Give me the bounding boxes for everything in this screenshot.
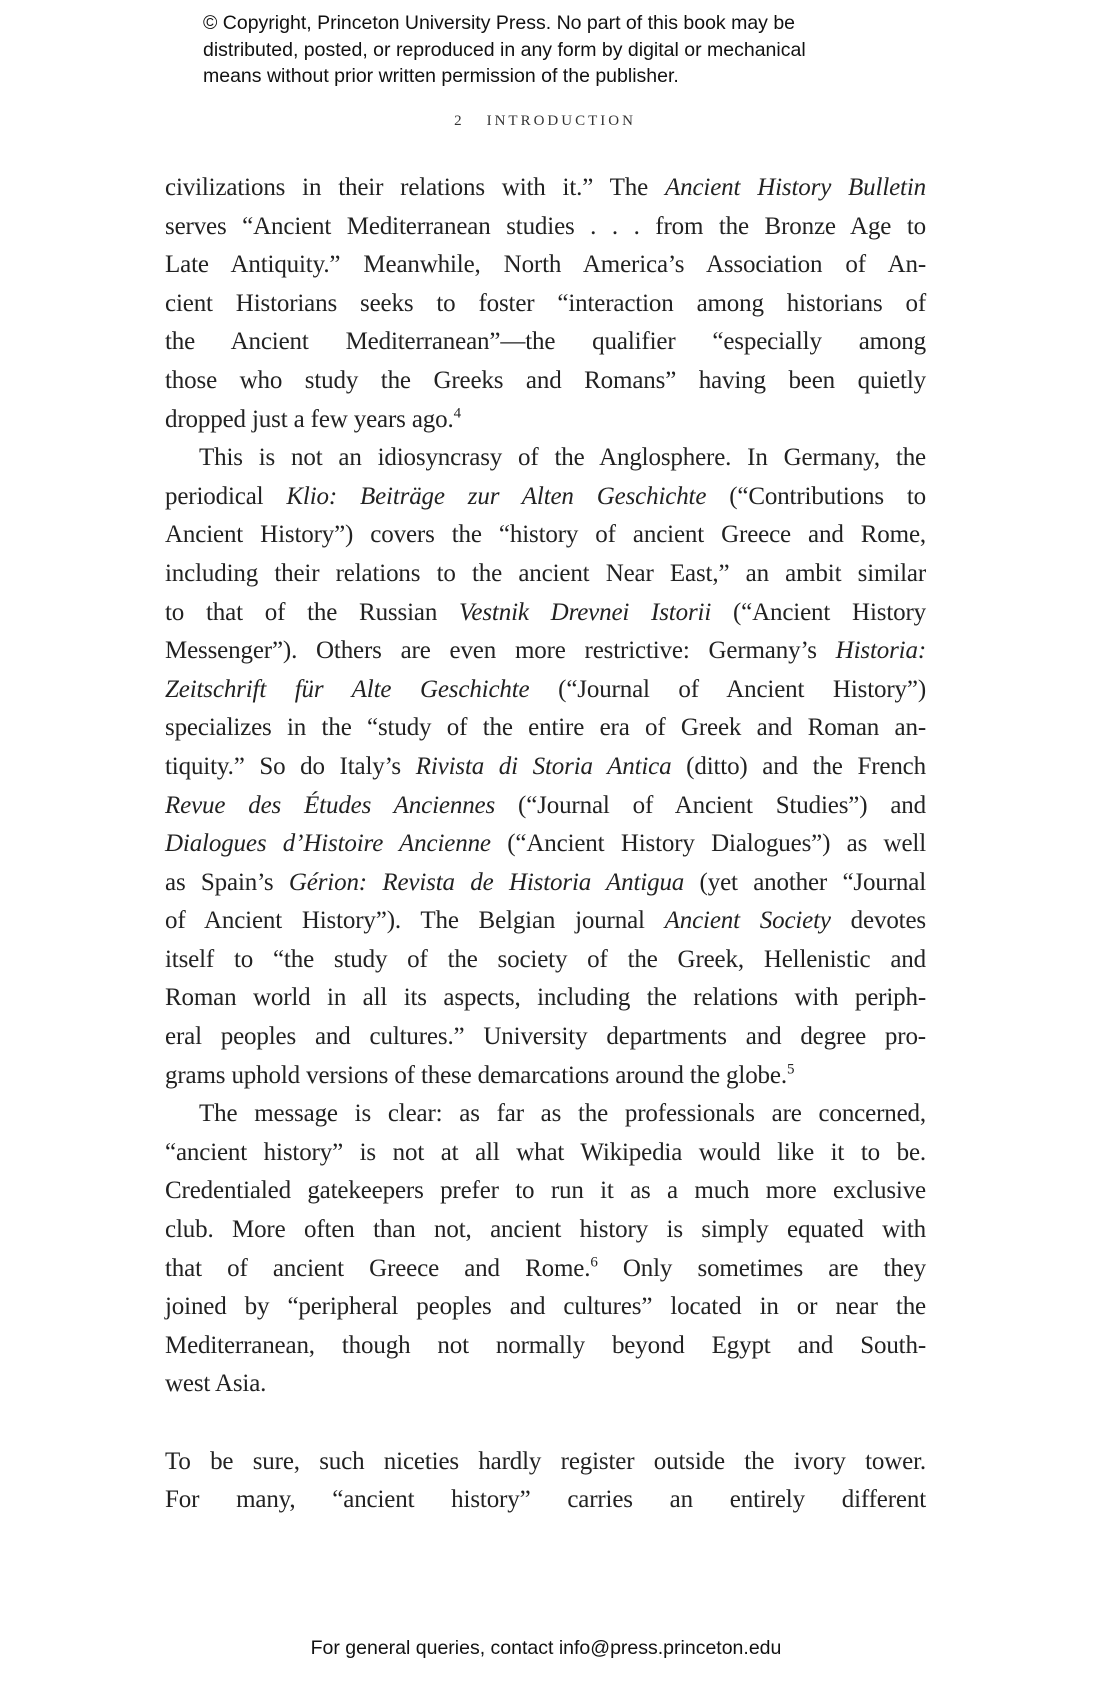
text-run: tiquity.” So do Italy’s [165,752,416,780]
italic-title: Revue des Études Anciennes [165,791,496,819]
footnote-ref[interactable]: 5 [786,1061,795,1078]
italic-title: Ancient History Bulletin [664,174,927,201]
text-run: To be sure, such niceties hardly register outside the ivory tower. [165,1447,926,1475]
text-run: (“Journal of Ancient Studies”) and [495,791,926,819]
text-line [165,1327,926,1366]
copyright-notice [203,10,806,90]
text-line [165,285,926,324]
text-line [165,941,926,980]
text-line [165,169,926,208]
text-run: Ancient History”) covers the “history of ancient Greece and Rome, [165,521,926,549]
text-run: devotes [830,907,926,935]
text-line [165,323,926,362]
text-line [165,516,926,555]
text-line [165,478,926,517]
text-line [165,825,926,864]
italic-title: Zeitschrift für Alte Geschichte [165,675,530,703]
text-line [165,594,926,633]
text-line [165,1211,926,1250]
body-text [165,169,926,1520]
text-run: including their relations to the ancient Near East,” an ambit similar [165,559,926,587]
text-line [165,1018,926,1057]
italic-title: Rivista di Storia Antica [415,752,672,780]
text-line [165,1172,926,1211]
text-run: This is not an idiosyncrasy of the Anglosphere. In Germany, the [199,444,926,472]
text-line [165,671,926,710]
text-run: those who study the Greeks and Romans” having been quietly [165,366,926,394]
text-run: as Spain’s [165,868,289,896]
copyright-line: means without prior written permission of the publisher. [203,65,679,87]
text-run: (“Contributions to [706,482,926,510]
text-run: Messenger”). Others are even more restrictive: Germany’s [165,637,836,665]
text-run: Credentialed gatekeepers prefer to run it as a much more exclusive [165,1177,926,1205]
running-head [0,113,1090,130]
text-run: (“Journal of Ancient History”) [529,675,926,703]
text-run: itself to “the study of the society of the Greek, Hellenistic and [165,945,926,973]
text-line [165,1288,926,1327]
text-run: specializes in the “study of the entire era of Greek and Roman an- [165,714,926,742]
footnote-ref[interactable]: 6 [590,1254,598,1271]
text-run: “ancient history” is not at all what Wikipedia would like it to be. [165,1138,926,1166]
text-run: civilizations in their relations with it.” The [165,174,665,201]
text-run: of Ancient History”). The Belgian journal [165,907,665,935]
chapter-title: INTRODUCTION [486,113,636,129]
italic-title: Vestnik Drevnei Istorii [459,598,712,626]
italic-title: Historia: [835,637,926,665]
text-run: the Ancient Mediterranean”—the qualifier “especially among [165,328,926,356]
text-line [165,1095,926,1134]
text-line [165,555,926,594]
text-run: dropped just a few years ago. [165,405,454,433]
text-line [165,709,926,748]
text-run: (“Ancient History Dialogues”) as well [490,830,927,858]
text-run: cient Historians seeks to foster “interaction among historians of [165,289,926,317]
text-line [165,1057,926,1096]
text-run: Late Antiquity.” Meanwhile, North America’s Association of An- [165,251,926,279]
text-line [165,439,926,478]
text-line [165,979,926,1018]
text-line [165,246,926,285]
text-line [165,401,926,440]
text-line [165,902,926,941]
text-run: club. More often than not, ancient history is simply equated with [165,1216,926,1244]
text-run: periodical [165,482,287,510]
text-line [165,787,926,826]
section-break [165,1404,926,1443]
text-line [165,748,926,787]
text-run: Only sometimes are they [597,1254,926,1282]
text-run: For many, “ancient history” carries an entirely different [165,1486,926,1514]
text-run: that of ancient Greece and Rome. [165,1254,591,1282]
text-line [165,1443,926,1482]
text-run: serves “Ancient Mediterranean studies . . . from the Bronze Age to [165,212,926,240]
footer-contact: For general queries, contact info@press.princeton.edu [310,1637,782,1659]
text-line [165,1134,926,1173]
text-run: (“Ancient History [711,598,926,626]
text-run: (yet another “Journal [684,868,926,896]
text-run: (ditto) and the French [671,752,926,780]
text-run: Roman world in all its aspects, including the relations with periph- [165,984,926,1012]
italic-title: Gérion: Revista de Historia Antigua [288,868,685,896]
text-run: west Asia. [165,1370,267,1398]
italic-title: Klio: Beiträge zur Alten Geschichte [286,482,707,510]
text-line [165,362,926,401]
text-run: joined by “peripheral peoples and cultures” located in or near the [165,1293,926,1321]
text-run: The message is clear: as far as the professionals are concerned, [199,1100,926,1128]
text-run: Mediterranean, though not normally beyond Egypt and South- [165,1331,926,1359]
text-run: to that of the Russian [165,598,460,626]
text-line [165,1365,926,1404]
text-run: eral peoples and cultures.” University departments and degree pro- [165,1023,926,1051]
copyright-line: distributed, posted, or reproduced in any form by digital or mechanical [203,38,806,61]
text-line [165,864,926,903]
text-line [165,1250,926,1289]
page-number: 2 [454,113,465,129]
copyright-line: © Copyright, Princeton University Press. No part of this book may be [203,12,796,34]
text-run: grams uphold versions of these demarcations around the globe. [165,1061,787,1089]
italic-title: Ancient Society [664,907,831,935]
text-line [165,632,926,671]
text-line [165,208,926,247]
italic-title: Dialogues d’Histoire Ancienne [165,830,491,858]
text-line [165,1481,926,1520]
footnote-ref[interactable]: 4 [453,405,461,422]
